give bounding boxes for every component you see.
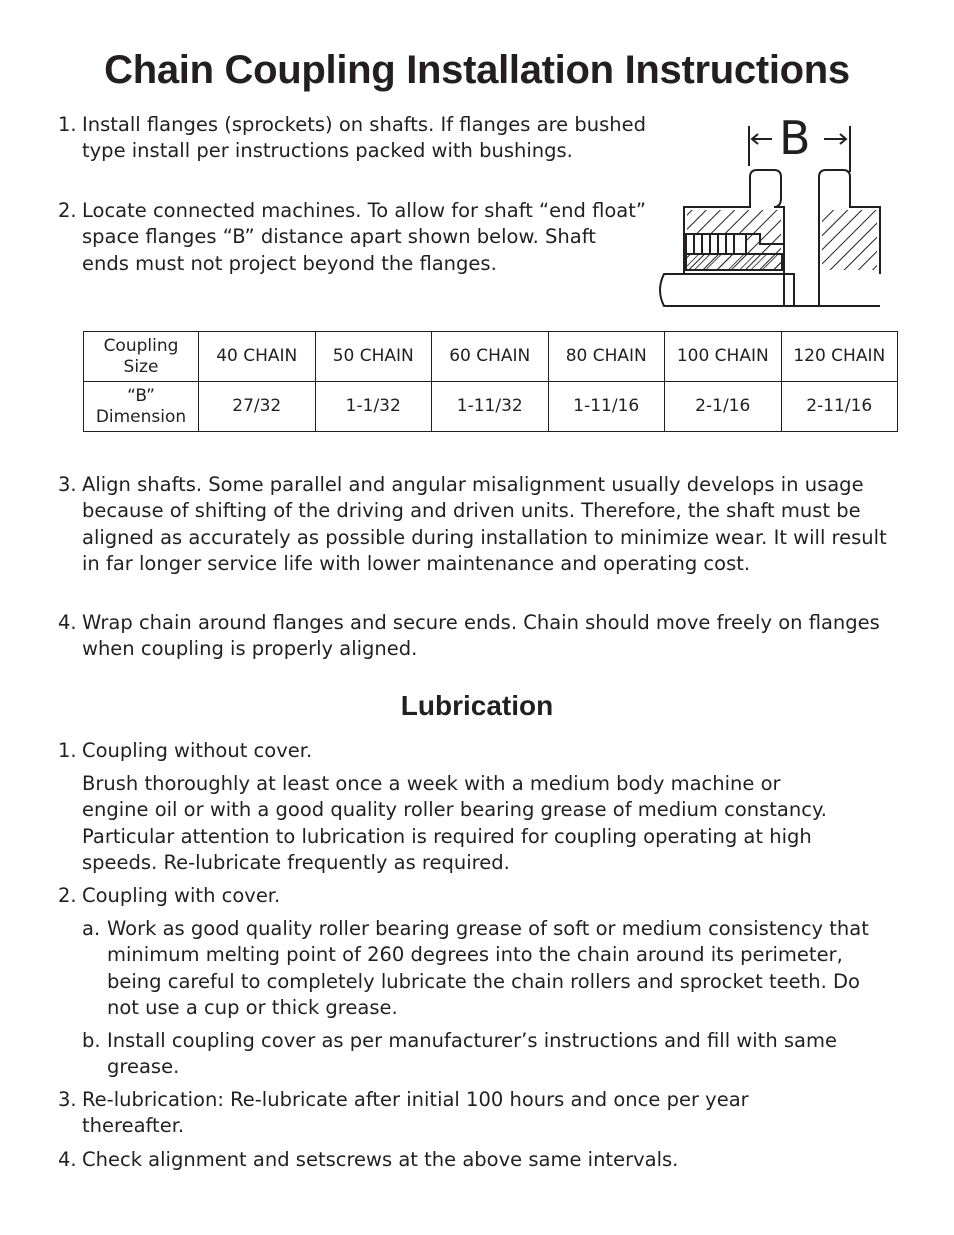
step-text: Install flanges (sprockets) on shafts. If flanges are bushed type install per instructions packed with bushings.: [82, 113, 646, 163]
lubrication-step-1: [58, 738, 898, 764]
table-cell: 1-11/16: [548, 382, 665, 432]
step-text: Coupling with cover.: [82, 884, 281, 907]
step-text: Install coupling cover as per manufacturer’s instructions and fill with same grease.: [107, 1029, 837, 1079]
step-text: Coupling without cover.: [82, 739, 313, 762]
row-header-coupling-size: Coupling Size: [84, 332, 199, 382]
table-cell: 2-11/16: [781, 382, 898, 432]
install-step-1: [58, 112, 648, 165]
step-letter: a.: [82, 917, 101, 940]
table-cell: 40 CHAIN: [199, 332, 316, 382]
lubrication-step-3: [58, 1087, 818, 1140]
step-text: Brush thoroughly at least once a week with a medium body machine or engine oil or with a good quality roller bearing grease of medium constancy. Particular attention to lubrication is required for coupling operating at high speeds. Re-lubricate frequently as required.: [82, 772, 827, 874]
lubrication-step-2a: [82, 916, 897, 1021]
page-title: Chain Coupling Installation Instructions: [104, 48, 850, 92]
lubrication-step-1-body: [82, 771, 842, 876]
step-number: 2.: [58, 884, 77, 907]
table-cell: 100 CHAIN: [665, 332, 782, 382]
table-cell: 60 CHAIN: [432, 332, 549, 382]
step-text: Align shafts. Some parallel and angular misalignment usually develops in usage because of shifting of the driving and driven units. Therefore, the shaft must be aligned as accurately as possible during installation to minimize wear. It will result in far longer service life with lower maintenance and operating cost.: [82, 473, 887, 575]
table-cell: 50 CHAIN: [315, 332, 432, 382]
step-number: 3.: [58, 473, 77, 496]
step-number: 3.: [58, 1088, 77, 1111]
step-number: 1.: [58, 113, 77, 136]
step-number: 4.: [58, 611, 77, 634]
table-row: [84, 382, 898, 432]
install-step-2: [58, 198, 648, 277]
step-text: Wrap chain around flanges and secure ends. Chain should move freely on flanges when coupling is properly aligned.: [82, 611, 880, 661]
step-number: 2.: [58, 199, 77, 222]
step-text: Re-lubrication: Re-lubricate after initial 100 hours and once per year thereafter.: [82, 1088, 749, 1138]
table-cell: 80 CHAIN: [548, 332, 665, 382]
install-step-3: [58, 472, 898, 577]
lubrication-step-4: [58, 1147, 898, 1173]
table-cell: 1-1/32: [315, 382, 432, 432]
step-letter: b.: [82, 1029, 101, 1052]
table-row: [84, 332, 898, 382]
dimension-label-b: B: [779, 111, 811, 165]
lubrication-step-2b: [82, 1028, 897, 1081]
table-cell: 1-11/32: [432, 382, 549, 432]
step-text: Check alignment and setscrews at the above same intervals.: [82, 1148, 679, 1171]
step-text: Work as good quality roller bearing grease of soft or medium consistency that minimum melting point of 260 degrees into the chain around its perimeter, being careful to completely lubricate the chain rollers and sprocket teeth. Do not use a cup or thick grease.: [107, 917, 869, 1019]
lubrication-step-2: [58, 883, 898, 909]
install-step-4: [58, 610, 898, 663]
table-cell: 27/32: [199, 382, 316, 432]
coupling-cross-section-icon: [650, 110, 890, 315]
step-text: Locate connected machines. To allow for shaft “end float” space flanges “B” distance apart shown below. Shaft ends must not project beyond the flanges.: [82, 199, 647, 275]
step-number: 1.: [58, 739, 77, 762]
step-number: 4.: [58, 1148, 77, 1171]
table-cell: 120 CHAIN: [781, 332, 898, 382]
table-cell: 2-1/16: [665, 382, 782, 432]
lubrication-heading: Lubrication: [400, 690, 554, 721]
row-header-b-dimension: “B” Dimension: [84, 382, 199, 432]
dimension-table: [83, 331, 898, 432]
